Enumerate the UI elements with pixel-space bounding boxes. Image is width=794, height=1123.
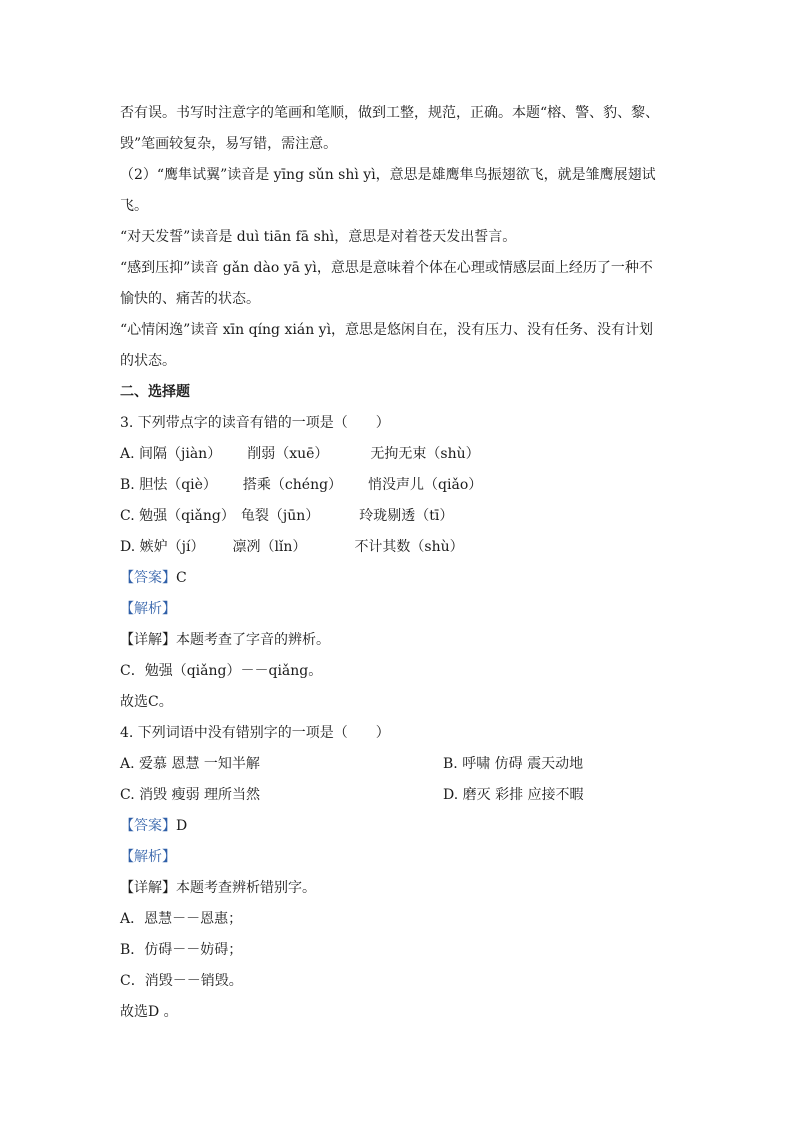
- q3-answer-value: C: [176, 570, 187, 586]
- q4-options-row2: [120, 785, 584, 805]
- q4-option-b: B. 呼啸 仿碍 震天动地: [443, 756, 584, 772]
- q2-line3: “对天发誓”读音是 duì tiān fā shì，意思是对着苍天发出誓言。: [120, 229, 517, 245]
- q3-detail-text: 本题考查了字音的辨析。: [176, 632, 330, 648]
- q3-d-1: D. 嫉妒（jí）: [120, 539, 205, 555]
- q2-line5: 愉快的、痛苦的状态。: [120, 291, 260, 307]
- q3-a-2: 削弱（xuē）: [247, 446, 329, 462]
- q4-explain-a: A．恩慧－－恩惠；: [120, 911, 243, 927]
- q4-answer-value: D: [176, 818, 188, 834]
- q3-explain: C．勉强（qiǎng）－－qiǎng。: [120, 663, 323, 679]
- q4-answer: [120, 816, 187, 836]
- q4-option-c: C. 消毁 瘦弱 理所当然: [120, 787, 261, 803]
- q4-detail: [120, 878, 316, 898]
- q2-line6: “心情闲逸”读音 xīn qíng xián yì，意思是悠闲自在，没有压力、没有任务、没有计划: [120, 322, 654, 338]
- q3-answer: [120, 568, 187, 588]
- q4-stem: 4. 下列词语中没有错别字的一项是（ ）: [120, 725, 390, 741]
- q3-answer-label: 【答案】: [120, 570, 176, 586]
- q3-b-3: 悄没声儿（qiǎo）: [368, 477, 483, 493]
- q2-line2: 飞。: [120, 198, 148, 214]
- q3-c-1: C. 勉强（qiǎng）: [120, 508, 235, 524]
- q3-option-b: [120, 475, 482, 495]
- q4-conclusion: 故选D 。: [120, 1004, 178, 1020]
- q4-explain-b: B．仿碍－－妨碍；: [120, 942, 243, 958]
- q3-b-2: 搭乘（chéng）: [242, 477, 343, 493]
- q3-option-d: [120, 537, 464, 557]
- q3-conclusion: 故选C。: [120, 694, 173, 710]
- q3-analysis-label: 【解析】: [120, 601, 176, 617]
- q4-analysis-label: 【解析】: [120, 849, 176, 865]
- paragraph1-line1: 否有误。书写时注意字的笔画和笔顺，做到工整，规范，正确。本题“榕、警、豹、黎、: [120, 105, 660, 121]
- q4-options-row1: [120, 754, 584, 774]
- section-title: 二、选择题: [120, 384, 190, 400]
- q3-c-3: 玲珑剔透（tī）: [359, 508, 454, 524]
- q3-detail: [120, 630, 330, 650]
- q3-a-1: A. 间隔（jiàn）: [120, 446, 222, 462]
- q3-b-1: B. 胆怯（qiè）: [120, 477, 217, 493]
- q3-detail-label: 【详解】: [120, 632, 176, 648]
- paragraph1-line2: 毁”笔画较复杂，易写错，需注意。: [120, 136, 338, 152]
- q2-line7: 的状态。: [120, 353, 176, 369]
- q3-c-2: 龟裂（jūn）: [240, 508, 320, 524]
- q4-option-d: D. 磨灭 彩排 应接不暇: [443, 787, 584, 803]
- q2-line4: “感到压抑”读音 gǎn dào yā yì，意思是意味着个体在心理或情感层面上经历了一种不: [120, 260, 653, 276]
- q4-detail-label: 【详解】: [120, 880, 176, 896]
- q4-explain-c: C．消毁－－销毁。: [120, 973, 243, 989]
- q4-answer-label: 【答案】: [120, 818, 176, 834]
- q3-d-3: 不计其数（shù）: [354, 539, 464, 555]
- q3-d-2: 凛冽（lǐn）: [232, 539, 307, 555]
- q4-option-a: A. 爱慕 恩慧 一知半解: [120, 756, 260, 772]
- q3-option-c: [120, 506, 453, 526]
- q3-a-3: 无拘无束（shù）: [370, 446, 480, 462]
- q3-option-a: [120, 444, 480, 464]
- q2-line1: （2）“鹰隼试翼”读音是 yīng sǔn shì yì，意思是雄鹰隼鸟振翅欲飞，就是雏鹰展翅试: [120, 167, 656, 183]
- q3-stem: 3. 下列带点字的读音有错的一项是（ ）: [120, 415, 390, 431]
- q4-detail-text: 本题考查辨析错别字。: [176, 880, 316, 896]
